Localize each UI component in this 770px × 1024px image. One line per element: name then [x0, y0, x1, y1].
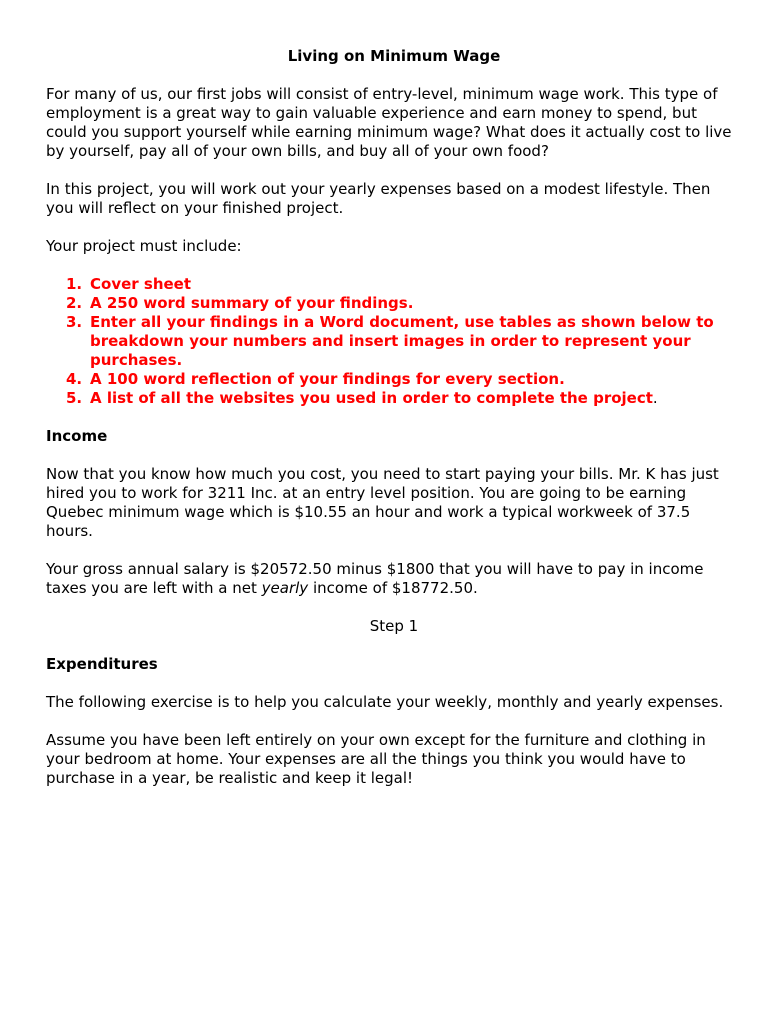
- requirement-item: [46, 370, 736, 389]
- income-heading: Income: [46, 427, 108, 445]
- requirement-item: [46, 313, 736, 370]
- income-emphasis: yearly: [261, 579, 309, 597]
- income-text-after: income of $18772.50.: [308, 579, 478, 597]
- requirement-text: Enter all your findings in a Word document, use tables as shown below to breakdown your numbers and insert images in order to represent your purchases.: [90, 313, 714, 369]
- requirement-text: A 250 word summary of your findings.: [90, 294, 414, 312]
- requirement-text: A list of all the websites you used in order to complete the project: [90, 389, 653, 407]
- requirement-number: 4.: [66, 370, 83, 388]
- expenditures-paragraph-1: The following exercise is to help you calculate your weekly, monthly and yearly expenses.: [46, 693, 724, 711]
- requirement-item: [46, 294, 736, 313]
- intro-paragraph: For many of us, our first jobs will consist of entry-level, minimum wage work. This type of employment is a great way to gain valuable experience and earn money to spend, but could you support yourself while earning minimum wage? What does it actually cost to live by yourself, pay all of your own bills, and buy all of your own food?: [46, 85, 732, 160]
- income-paragraph-1: Now that you know how much you cost, you need to start paying your bills. Mr. K has just hired you to work for 3211 Inc. at an entry level position. You are going to be earning Quebec minimum wage which is $10.55 an hour and work a typical workweek of 37.5 hours.: [46, 465, 719, 540]
- must-include-label: Your project must include:: [46, 237, 242, 255]
- requirement-number: 1.: [66, 275, 83, 293]
- requirements-list: [46, 275, 736, 408]
- document-page: [46, 47, 736, 807]
- requirement-number: 3.: [66, 313, 83, 331]
- income-text-before: Your gross annual salary is $20572.50 minus $1800 that you will have to pay in income taxes you are left with a net: [46, 560, 704, 597]
- step-label: Step 1: [369, 617, 419, 635]
- requirement-text: A 100 word reflection of your findings for every section.: [90, 370, 565, 388]
- requirement-item: [46, 389, 736, 408]
- requirement-trailing-period: .: [652, 389, 658, 407]
- document-title: Living on Minimum Wage: [287, 47, 501, 65]
- project-intro-paragraph: In this project, you will work out your yearly expenses based on a modest lifestyle. Then you will reflect on your finished project.: [46, 180, 711, 217]
- requirement-number: 5.: [66, 389, 83, 407]
- requirement-number: 2.: [66, 294, 83, 312]
- requirement-item: [46, 275, 736, 294]
- expenditures-heading: Expenditures: [46, 655, 158, 673]
- requirement-text: Cover sheet: [90, 275, 192, 293]
- expenditures-paragraph-2: Assume you have been left entirely on your own except for the furniture and clothing in your bedroom at home. Your expenses are all the things you think you would have to purchase in a year, be realistic and keep it legal!: [46, 731, 706, 787]
- income-paragraph-2: [46, 560, 736, 598]
